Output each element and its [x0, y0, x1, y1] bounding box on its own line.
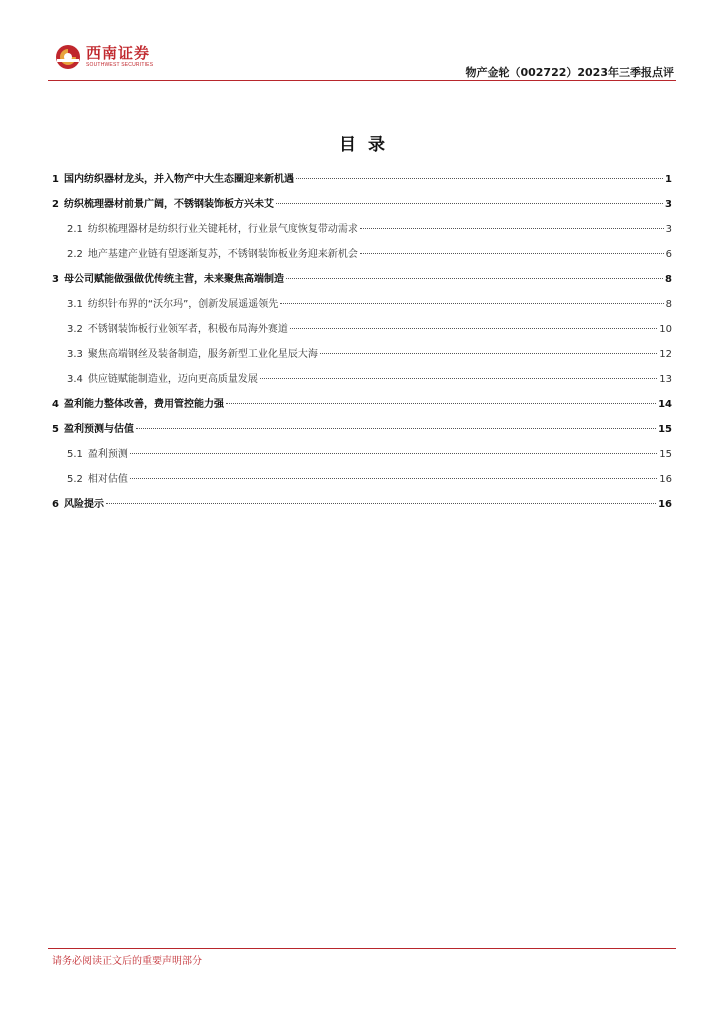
- logo-en-text: SOUTHWEST SECURITIES: [86, 62, 154, 68]
- toc-entry-title: 国内纺织器材龙头，并入物产中大生态圈迎来新机遇: [63, 174, 294, 185]
- toc-entry-number: 2: [52, 199, 59, 210]
- toc-leader-dots: [286, 278, 663, 279]
- toc-entry-number: 2.1: [67, 224, 83, 235]
- toc-entry[interactable]: [52, 395, 672, 420]
- toc-leader-dots: [130, 453, 657, 454]
- toc-entry-page: 10: [659, 324, 672, 335]
- toc-entry-title: 供应链赋能制造业，迈向更高质量发展: [87, 374, 258, 385]
- toc-entry[interactable]: [52, 495, 672, 520]
- toc-entry-page: 15: [659, 449, 672, 460]
- toc-leader-dots: [130, 478, 657, 479]
- toc-entry[interactable]: [52, 170, 672, 195]
- toc-entry-number: 5: [52, 424, 59, 435]
- toc-entry-number: 4: [52, 399, 59, 410]
- toc-leader-dots: [260, 378, 657, 379]
- toc-entry-title: 风险提示: [63, 499, 104, 510]
- toc-entry-number: 3.1: [67, 299, 83, 310]
- toc-entry-page: 14: [658, 399, 672, 410]
- toc-entry[interactable]: [52, 470, 672, 495]
- footer-notice: 请务必阅读正文后的重要声明部分: [52, 956, 202, 967]
- footer-divider: [48, 948, 676, 949]
- toc-entry-page: 16: [658, 499, 672, 510]
- toc-entry-title: 纺织梳理器材前景广阔，不锈钢装饰板方兴未艾: [63, 199, 274, 210]
- toc-entry-page: 1: [665, 174, 672, 185]
- toc-entry[interactable]: [52, 295, 672, 320]
- toc-leader-dots: [226, 403, 656, 404]
- toc-entry-page: 15: [658, 424, 672, 435]
- report-title: 物产金轮（002722）2023年三季报点评: [465, 66, 674, 79]
- toc-entry-number: 2.2: [67, 249, 83, 260]
- toc-entry[interactable]: [52, 220, 672, 245]
- toc-entry-page: 3: [665, 224, 672, 235]
- toc-entry[interactable]: [52, 270, 672, 295]
- toc-entry-title: 相对估值: [87, 474, 128, 485]
- toc-leader-dots: [290, 328, 657, 329]
- toc-leader-dots: [360, 253, 664, 254]
- toc-heading-text: 目录: [339, 135, 397, 155]
- toc-entry-title: 纺织梳理器材是纺织行业关键耗材，行业景气度恢复带动需求: [87, 224, 358, 235]
- toc-entry-title: 盈利预测: [87, 449, 128, 460]
- toc-entry-number: 1: [52, 174, 59, 185]
- toc-entry-page: 6: [665, 249, 672, 260]
- toc-entry-title: 地产基建产业链有望逐渐复苏，不锈钢装饰板业务迎来新机会: [87, 249, 358, 260]
- toc-entry-number: 6: [52, 499, 59, 510]
- toc-entry-page: 3: [665, 199, 672, 210]
- toc-entry-title: 纺织针布界的“沃尔玛”，创新发展遥遥领先: [87, 299, 279, 310]
- toc-entry-page: 8: [665, 299, 672, 310]
- toc-entry-number: 5.2: [67, 474, 83, 485]
- toc-entry[interactable]: [52, 320, 672, 345]
- toc-entry-title: 盈利能力整体改善，费用管控能力强: [63, 399, 224, 410]
- toc-entry-page: 12: [659, 349, 672, 360]
- toc-leader-dots: [296, 178, 663, 179]
- toc-entry-page: 16: [659, 474, 672, 485]
- toc-leader-dots: [360, 228, 664, 229]
- logo-mark-icon: [55, 44, 81, 70]
- page-header: [0, 0, 724, 82]
- toc-entry[interactable]: [52, 370, 672, 395]
- company-logo: [55, 44, 153, 70]
- toc-entry[interactable]: [52, 445, 672, 470]
- logo-cn-text: 西南证券: [86, 44, 151, 62]
- toc-entry-number: 3: [52, 274, 59, 285]
- toc-entry-title: 不锈钢装饰板行业领军者，积极布局海外赛道: [87, 324, 288, 335]
- toc-entry-number: 3.4: [67, 374, 83, 385]
- toc-entry-page: 13: [659, 374, 672, 385]
- toc-entry-number: 3.2: [67, 324, 83, 335]
- toc-entry[interactable]: [52, 420, 672, 445]
- toc-entry-number: 3.3: [67, 349, 83, 360]
- toc-leader-dots: [106, 503, 656, 504]
- toc-leader-dots: [136, 428, 656, 429]
- toc-entry-title: 母公司赋能做强做优传统主营，未来聚焦高端制造: [63, 274, 284, 285]
- toc-entry-title: 聚焦高端钢丝及装备制造，服务新型工业化星辰大海: [87, 349, 318, 360]
- toc-leader-dots: [276, 203, 663, 204]
- toc-leader-dots: [280, 303, 663, 304]
- toc-entry[interactable]: [52, 345, 672, 370]
- toc-entry[interactable]: [52, 245, 672, 270]
- toc-entry[interactable]: [52, 195, 672, 220]
- toc-leader-dots: [320, 353, 657, 354]
- header-divider: [48, 80, 676, 81]
- table-of-contents: [52, 170, 672, 520]
- toc-entry-title: 盈利预测与估值: [63, 424, 134, 435]
- toc-entry-number: 5.1: [67, 449, 83, 460]
- toc-heading: [0, 130, 724, 155]
- toc-entry-page: 8: [665, 274, 672, 285]
